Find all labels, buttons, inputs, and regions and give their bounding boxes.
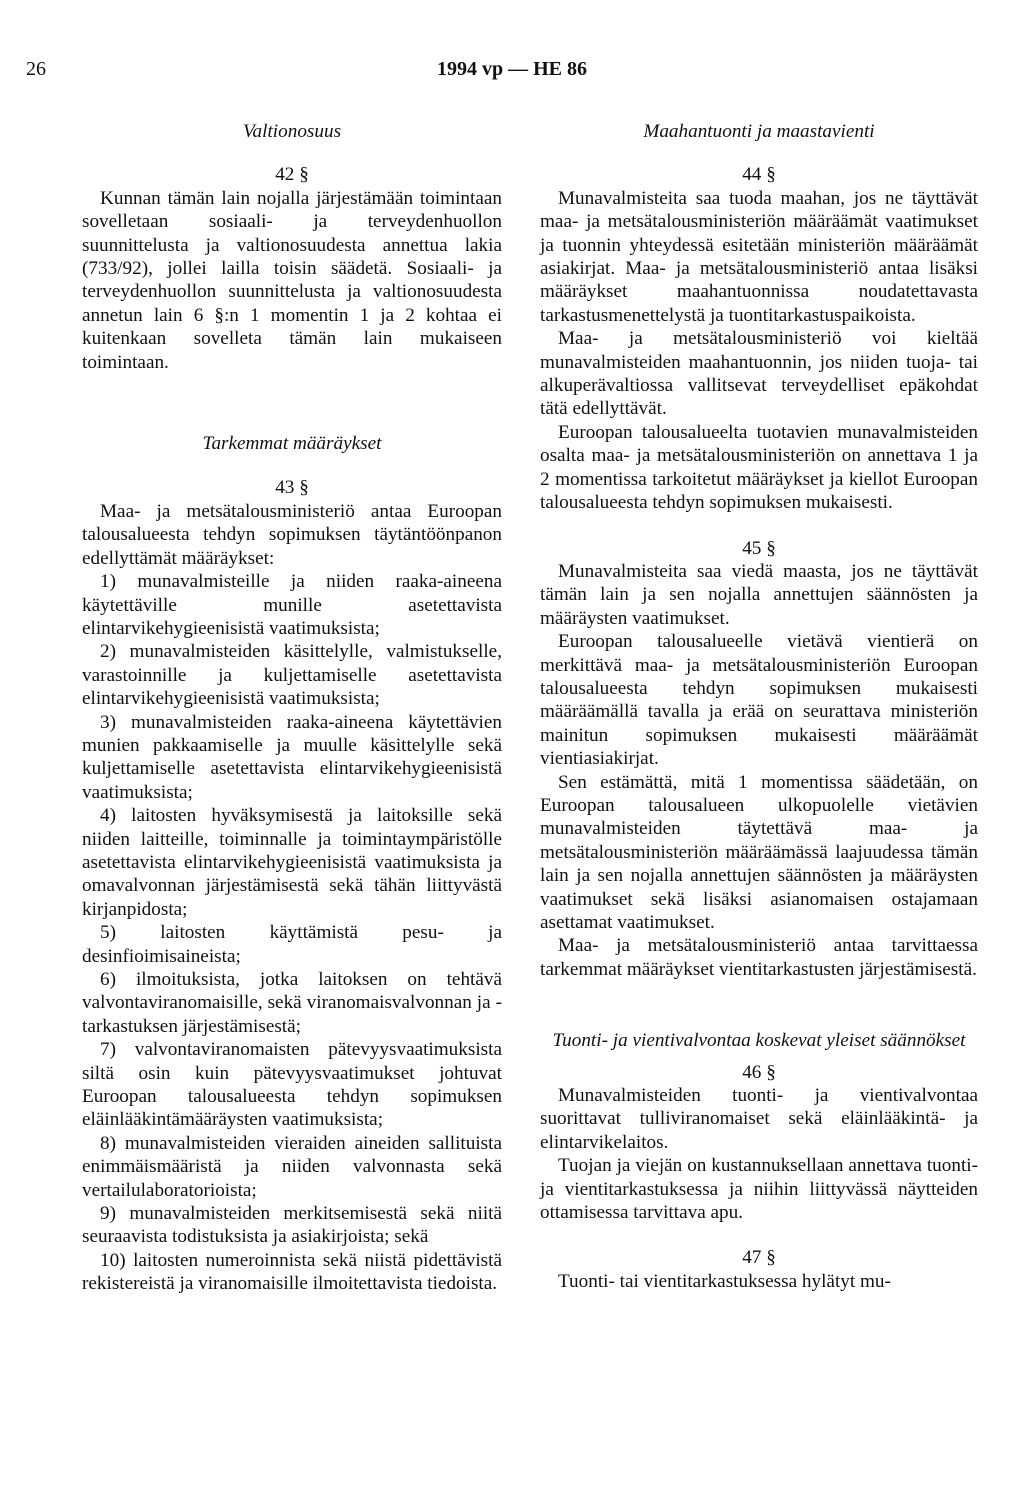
paragraph: Sen estämättä, mitä 1 momentissa säädetään, on Euroopan talousalueen ulkopuolelle vietävien munavalmisteiden täytettävä maa- ja metsätalousministeriön määräämässä laajuudessa tämän lain ja sen nojalla annettujen säännösten ja määräysten vaatimukset sekä lisäksi asianomaisen ostajamaan asettamat vaatimukset. [540,771,978,933]
list-item: 1) munavalmisteille ja niiden raaka-aineena käytettäville munille asetettavista elintarvikehygieenisistä vaatimuksista; [82,571,502,639]
section-heading: Maahantuonti ja maastavienti [643,121,875,142]
section-number: 46 § [742,1061,776,1083]
page-header [26,58,998,86]
paragraph: Kunnan tämän lain nojalla järjestämään toimintaan sovelletaan sosiaali- ja terveydenhuollon suunnittelusta ja valtionosuudesta annettua lakia (733/92), jollei lailla toisin säädetä. Sosiaali- ja terveydenhuollon suunnittelusta ja valtionosuudesta annetun lain 6 §:n 1 momentin 1 ja 2 kohtaa ei kuitenkaan sovelleta tämän lain mukaiseen toimintaan. [82,187,502,373]
section-number: 43 § [275,477,309,499]
list-item: 10) laitosten numeroinnista sekä niistä pidettävistä rekistereistä ja viranomaisille ilmoitettavista tiedoista. [82,1249,502,1295]
section-heading: Tarkemmat määräykset [202,433,382,455]
list-item: 3) munavalmisteiden raaka-aineena käytettävien munien pakkaamiselle ja muulle käsittelylle sekä kuljettamiselle asetettavista elintarvikehygieenisistä vaatimuksista; [82,711,502,803]
paragraph: Euroopan talousalueelle vietävä vientierä on merkittävä maa- ja metsätalousministeriön Euroopan talousalueesta tehdyn sopimuksen mukaisesti määräämällä tavalla ja erää on seurattava ministeriön mainitun sopimuksen mukaisesti määräämät vientiasiakirjat. [540,631,978,770]
section-number: 47 § [742,1247,776,1269]
list-item: 5) laitosten käyttämistä pesu- ja desinfioimisaineista; [82,922,502,967]
paragraph: Tuojan ja viejän on kustannuksellaan annettava tuonti- ja vientitarkastuksessa ja niihin liittyvässä näytteiden ottamisessa tarvittava apu. [540,1155,978,1224]
paragraph: Maa- ja metsätalousministeriö voi kieltää munavalmisteiden maahantuonnin, jos niiden tuoja- tai alkuperävaltiossa vallitsevat terveydelliset epäkohdat tätä edellyttävät. [540,328,978,420]
paragraph: Munavalmisteiden tuonti- ja vientivalvontaa suorittavat tulliviranomaiset sekä eläinlääkintä- ja elintarvikelaitos. [540,1085,978,1153]
paragraph: Maa- ja metsätalousministeriö antaa tarvittaessa tarkemmat määräykset vientitarkastusten järjestämisestä. [540,935,978,980]
section-heading: Tuonti- ja vientivalvontaa koskevat yleiset säännökset [552,1030,966,1052]
section-heading: Valtionosuus [242,121,342,142]
paragraph: Munavalmisteita saa tuoda maahan, jos ne täyttävät maa- ja metsätalousministeriön määräämät vaatimukset ja tuonnin yhteydessä esitetään ministeriön määräämät asiakirjat. Maa- ja metsätalousministeriö antaa lisäksi määräykset maahantuonnissa noudatettavasta tarkastusmenettelystä ja tuontitarkastuspaikoista. [540,187,978,326]
document-reference: 1994 vp — HE 86 [436,58,588,80]
paragraph: Maa- ja metsätalousministeriö antaa Euroopan talousalueesta tehdyn sopimuksen täytäntöönpanon edellyttämät määräykset: [82,500,502,569]
section-number: 45 § [742,537,776,559]
list-item: 4) laitosten hyväksymisestä ja laitoksille sekä niiden laitteille, toiminnalle ja toimintaympäristölle asetettavista elintarvikehygieenisistä vaatimuksista ja omavalvonnan järjestämisestä sekä tähän liittyvästä kirjanpidosta; [82,805,502,920]
list-item: 9) munavalmisteiden merkitsemisestä sekä niitä seuraavista todistuksista ja asiakirjoista; sekä [82,1203,502,1248]
list-item: 8) munavalmisteiden vieraiden aineiden sallituista enimmäismääristä ja niiden valvonnasta sekä vertailulaboratorioista; [82,1132,502,1201]
left-column [82,112,502,1296]
list-item: 2) munavalmisteiden käsittelylle, valmistukselle, varastoinnille ja kuljettamiselle asetettavista elintarvikehygieenisistä vaatimuksista; [82,641,502,710]
section-number: 42 § [275,164,309,186]
paragraph: Munavalmisteita saa viedä maasta, jos ne täyttävät tämän lain ja sen nojalla annettujen säännösten ja määräysten vaatimukset. [540,560,978,629]
paragraph: Euroopan talousalueelta tuotavien munavalmisteiden osalta maa- ja metsätalousministeriön on annettava 1 ja 2 momentissa tarkoitetut määräykset ja kiellot Euroopan talousalueesta tehdyn sopimuksen mukaisesti. [540,421,978,514]
right-column [540,112,978,1293]
list-item: 6) ilmoituksista, jotka laitoksen on tehtävä valvontaviranomaisille, sekä viranomaisvalvonnan ja -tarkastuksen järjestämisestä; [82,969,502,1037]
page-number: 26 [26,58,46,80]
list-item: 7) valvontaviranomaisten pätevyysvaatimuksista siltä osin kuin pätevyysvaatimukset johtuvat Euroopan talousalueesta tehdyn sopimuksen eläinlääkintämääräysten vaatimuksista; [82,1039,502,1131]
paragraph: Tuonti- tai vientitarkastuksessa hylätyt mu- [558,1270,891,1292]
section-number: 44 § [742,164,776,186]
